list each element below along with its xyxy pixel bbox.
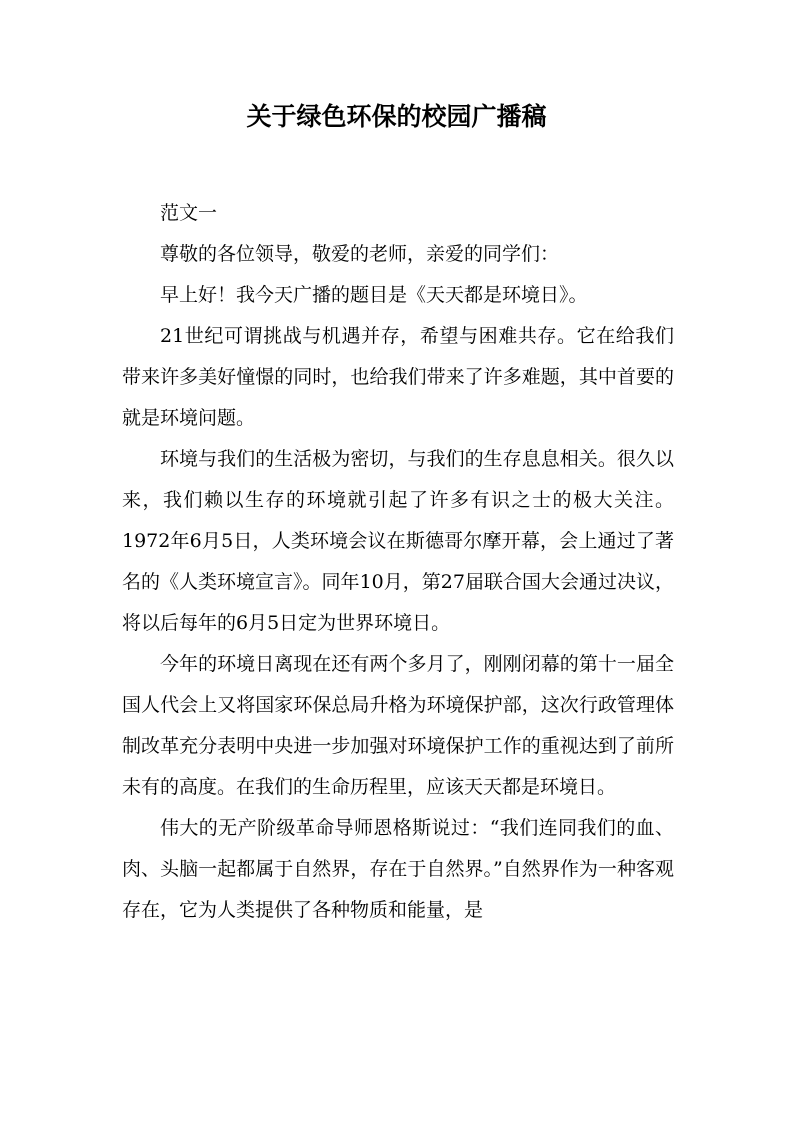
paragraph-greeting: 早上好！我今天广播的题目是《天天都是环境日》。: [160, 284, 588, 306]
paragraph-intro: 21世纪可谓挑战与机遇并存，希望与困难共存。它在给我们带来许多美好憧憬的同时，也给我们带来了许多难题，其中首要的就是环境问题。: [122, 325, 674, 429]
paragraph-current: 今年的环境日离现在还有两个多月了，刚刚闭幕的第十一届全国人代会上又将国家环保总局升格为环境保护部，这次行政管理体制改革充分表明中央进一步加强对环境保护工作的重视达到了前所未有的高度。在我们的生命历程里，应该天天都是环境日。: [122, 653, 674, 798]
paragraph-quote: 伟大的无产阶级革命导师恩格斯说过：“我们连同我们的血、肉、头脑一起都属于自然界，存在于自然界。”自然界作为一种客观存在，它为人类提供了各种物质和能量，是: [122, 817, 674, 921]
paragraph-history: 环境与我们的生活极为密切，与我们的生存息息相关。很久以来，我们赖以生存的环境就引起了许多有识之士的极大关注。1972年6月5日，人类环境会议在斯德哥尔摩开幕，会上通过了著名的《人类环境宣言》。同年10月，第27届联合国大会通过决议，将以后每年的6月5日定为世界环境日。: [122, 448, 674, 634]
paragraph-salutation: 尊敬的各位领导，敬爱的老师，亲爱的同学们：: [160, 243, 560, 265]
paragraph-sample-heading: 范文一: [160, 202, 218, 224]
document-body: [122, 193, 674, 931]
document-title: 关于绿色环保的校园广播稿: [246, 102, 547, 131]
